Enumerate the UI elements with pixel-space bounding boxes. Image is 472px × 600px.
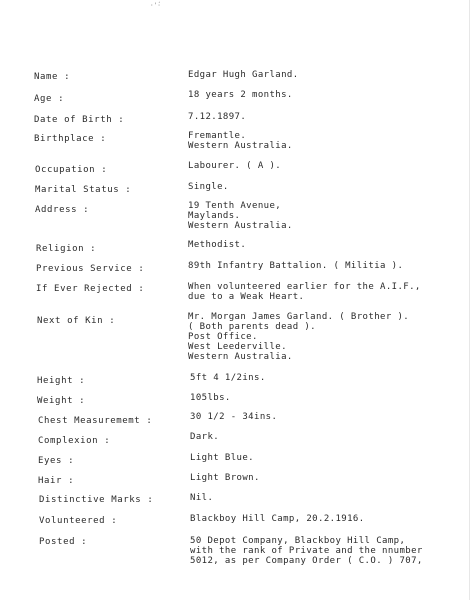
- field-value-line: 89th Infantry Battalion. ( Militia ).: [188, 261, 404, 271]
- field-value-line: Dark.: [190, 432, 220, 442]
- field-value-line: 30 1/2 - 34ins.: [190, 412, 278, 422]
- field-label: Occupation :: [35, 165, 108, 175]
- field-label: Posted :: [39, 537, 88, 547]
- field-value-line: due to a Weak Heart.: [188, 292, 305, 302]
- field-value: [188, 282, 421, 302]
- field-value-line: 50 Depot Company, Blackboy Hill Camp,: [190, 536, 406, 546]
- field-value-line: 105lbs.: [190, 393, 231, 403]
- field-value: [190, 432, 219, 442]
- field-label: Chest Measurememt :: [38, 416, 153, 426]
- field-label: Hair :: [38, 476, 75, 486]
- field-value-line: Light Brown.: [190, 473, 260, 483]
- field-value: [190, 412, 277, 422]
- field-label: Address :: [35, 205, 90, 215]
- field-value-line: with the rank of Private and the nnumber: [190, 546, 423, 556]
- field-value-line: Post Office.: [188, 332, 258, 342]
- field-label: If Ever Rejected :: [36, 284, 145, 294]
- field-value: [188, 112, 246, 122]
- field-value: [188, 182, 229, 192]
- field-value: [188, 261, 403, 271]
- field-value-line: 19 Tenth Avenue,: [188, 201, 282, 211]
- field-value-line: ( Both parents dead ).: [188, 322, 317, 332]
- field-value: [188, 240, 246, 250]
- field-value: [190, 536, 423, 566]
- field-value: [190, 453, 254, 463]
- field-label: Age :: [34, 94, 65, 104]
- field-value: [190, 493, 213, 503]
- field-label: Complexion :: [38, 436, 111, 446]
- field-value-line: Western Australia.: [188, 352, 293, 362]
- field-value-line: 7.12.1897.: [188, 112, 247, 122]
- field-value-line: Methodist.: [188, 240, 247, 250]
- field-value-line: Nil.: [190, 493, 214, 503]
- field-value-line: Mr. Morgan James Garland. ( Brother ).: [188, 312, 410, 322]
- field-value-line: Blackboy Hill Camp, 20.2.1916.: [190, 514, 365, 524]
- field-value-line: Fremantle.: [188, 131, 247, 141]
- field-value: [190, 514, 365, 524]
- field-value: [188, 161, 281, 171]
- field-value: [188, 201, 293, 231]
- field-value-line: 5012, as per Company Order ( C.O. ) 707,: [190, 556, 423, 566]
- field-value-line: Western Australia.: [188, 141, 293, 151]
- field-label: Birthplace :: [34, 134, 107, 144]
- field-value-line: Western Australia.: [188, 221, 293, 231]
- field-label: Next of Kin :: [37, 316, 116, 326]
- field-value: [188, 312, 409, 362]
- field-label: Date of Birth :: [34, 115, 125, 125]
- header-mark: ·'́·: [150, 2, 161, 9]
- field-value-line: 5ft 4 1/2ins.: [190, 373, 266, 383]
- field-value: [190, 393, 231, 403]
- field-value-line: Light Blue.: [190, 453, 255, 463]
- field-label: Marital Status :: [35, 185, 132, 195]
- field-value-line: West Leederville.: [188, 342, 287, 352]
- field-label: Height :: [37, 376, 86, 386]
- field-value: [190, 473, 260, 483]
- field-value: [188, 70, 299, 80]
- field-value-line: Maylands.: [188, 211, 241, 221]
- page-edge-shadow: [469, 0, 470, 600]
- field-label: Name :: [34, 72, 71, 82]
- field-label: Eyes :: [38, 456, 75, 466]
- field-value: [190, 373, 266, 383]
- field-label: Distinctive Marks :: [39, 495, 154, 505]
- field-label: Religion :: [36, 244, 97, 254]
- field-value-line: 18 years 2 months.: [188, 90, 293, 100]
- field-value: [188, 90, 293, 100]
- field-value-line: Single.: [188, 182, 229, 192]
- field-label: Weight :: [37, 396, 86, 406]
- field-label: Previous Service :: [36, 264, 145, 274]
- field-label: Volunteered :: [39, 516, 118, 526]
- field-value-line: Edgar Hugh Garland.: [188, 70, 299, 80]
- field-value-line: When volunteered earlier for the A.I.F.,: [188, 282, 421, 292]
- field-value-line: Labourer. ( A ).: [188, 161, 282, 171]
- field-value: [188, 131, 293, 151]
